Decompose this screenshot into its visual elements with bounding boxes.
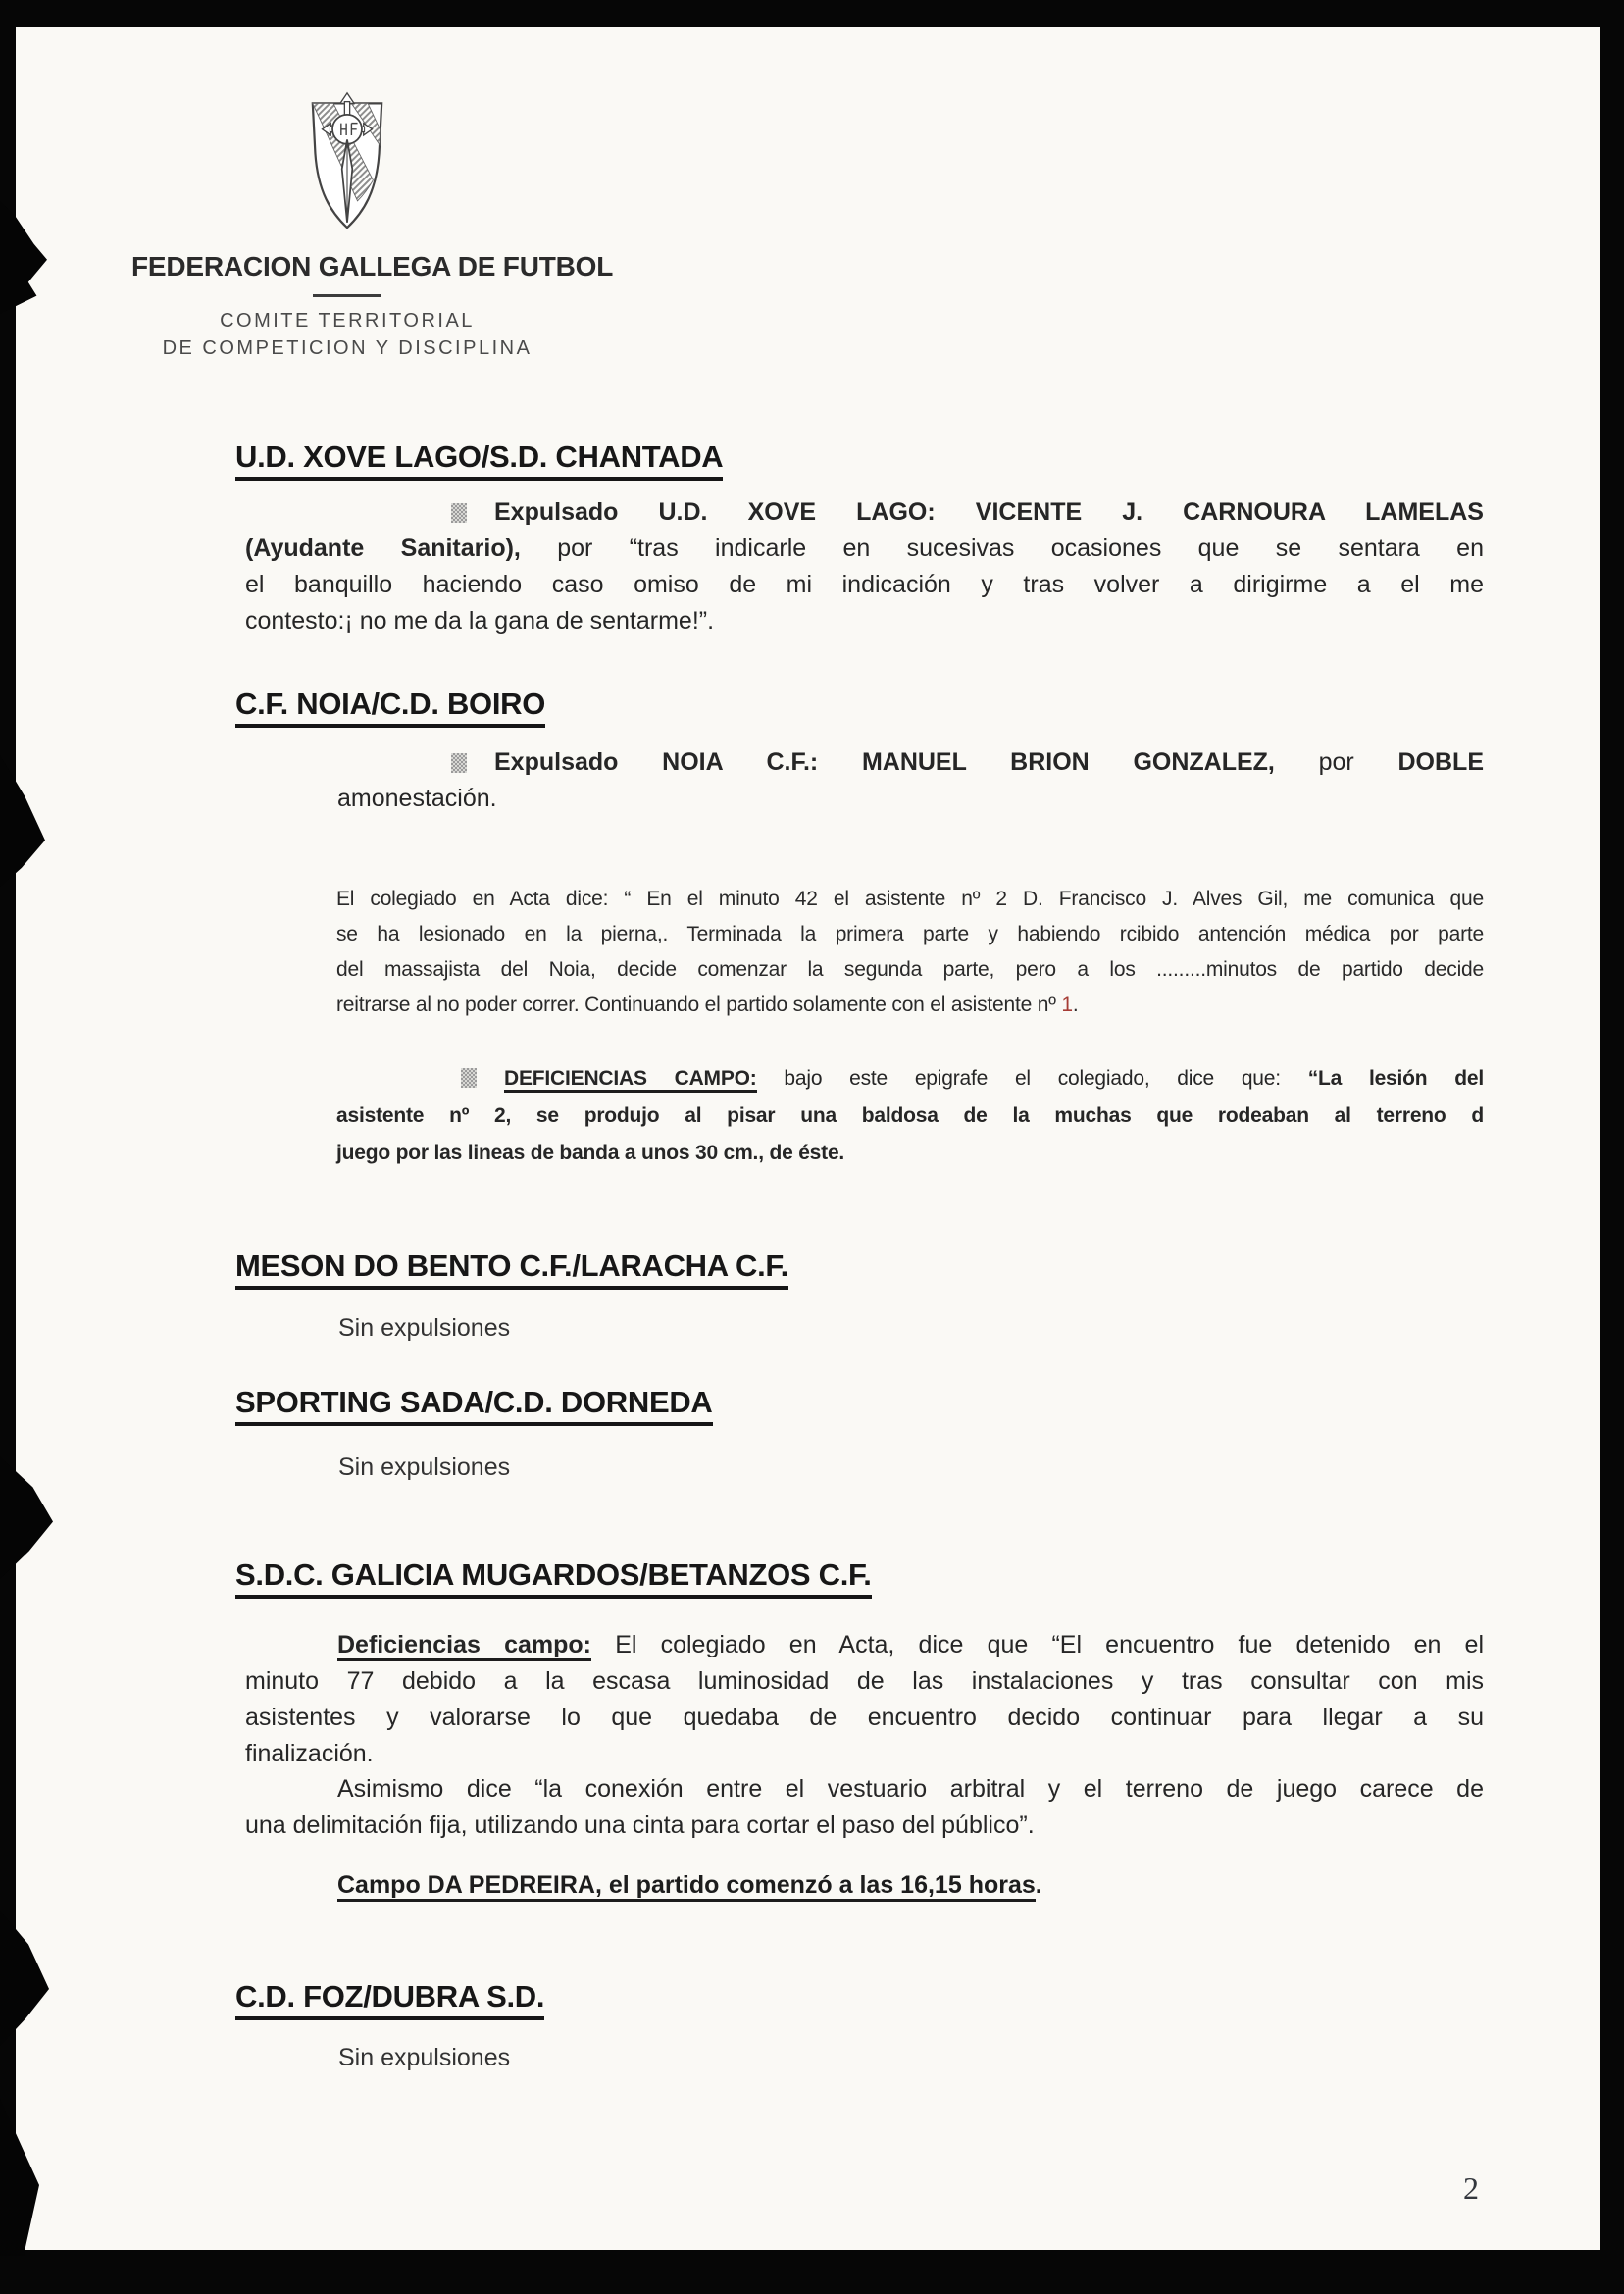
no-expulsions-note: Sin expulsiones — [338, 1314, 511, 1342]
report-line: Asimismo dice “la conexión entre el vestuario arbitral y el terreno de juego carece de — [337, 1775, 1484, 1803]
field-start-time-note — [337, 1871, 1042, 1900]
report-line: juego por las lineas de banda a unos 30 cm., de éste. — [336, 1142, 845, 1164]
expulsion-role-bold: (Ayudante Sanitario), — [245, 535, 521, 562]
square-bullet-icon — [451, 753, 467, 773]
report-line: el banquillo haciendo caso omiso de mi indicación y tras volver a dirigirme a el me — [245, 571, 1484, 598]
period: . — [1035, 1871, 1042, 1899]
page-paper — [14, 27, 1600, 2250]
report-text: . — [1072, 994, 1079, 1016]
report-line: minuto 77 debido a la escasa luminosidad de las instalaciones y tras consultar con mis — [245, 1667, 1484, 1695]
committee-line-2: DE COMPETICION Y DISCIPLINA — [162, 337, 533, 359]
match-title: SPORTING SADA/C.D. DORNEDA — [235, 1385, 713, 1426]
match-title: S.D.C. GALICIA MUGARDOS/BETANZOS C.F. — [235, 1557, 872, 1599]
quote-bold: “La lesión del — [1307, 1067, 1484, 1090]
report-line — [337, 744, 1484, 781]
report-line: del massajista del Noia, decide comenzar la segunda parte, pero a los .........minutos de partido decide — [336, 958, 1484, 981]
field-start-time-underlined: Campo DA PEDREIRA, el partido comenzó a las 16,15 horas — [337, 1871, 1036, 1902]
committee-line-1: COMITE TERRITORIAL — [220, 310, 475, 331]
no-expulsions-note: Sin expulsiones — [338, 2044, 511, 2071]
report-text: por “tras indicarle en sucesivas ocasiones que se sentara en — [557, 535, 1484, 562]
report-line: El colegiado en Acta dice: “ En el minuto 42 el asistente nº 2 D. Francisco J. Alves Gil, me comunica que — [336, 888, 1484, 910]
deficiencies-label: Deficiencias campo: — [337, 1631, 591, 1661]
report-line — [336, 988, 1484, 1023]
section-heading-foz-dubra — [235, 1979, 544, 2020]
paragraph-mugardos-asimismo — [245, 1771, 1484, 1844]
report-line: asistentes y valorarse lo que quedaba de encuentro decido continuar para llegar a su — [245, 1704, 1484, 1731]
expulsion-text-bold: Expulsado U.D. XOVE LAGO: VICENTE J. CARNOURA LAMELAS — [494, 498, 1484, 526]
match-title: C.F. NOIA/C.D. BOIRO — [235, 687, 545, 728]
match-title: U.D. XOVE LAGO/S.D. CHANTADA — [235, 439, 723, 481]
report-line — [336, 1060, 1484, 1097]
square-bullet-icon — [451, 503, 467, 523]
report-line — [245, 531, 1484, 567]
match-title: C.D. FOZ/DUBRA S.D. — [235, 1979, 544, 2020]
paragraph-field-deficiencies — [336, 1060, 1484, 1172]
expulsion-text-bold: Expulsado NOIA C.F.: MANUEL BRION GONZALEZ, — [494, 748, 1275, 776]
paragraph-referee-report — [336, 882, 1484, 1023]
report-line: una delimitación fija, utilizando una cinta para cortar el paso del público”. — [245, 1811, 1035, 1839]
deficiencies-label: DEFICIENCIAS CAMPO: — [504, 1067, 757, 1093]
paragraph-noia-expulsion — [337, 744, 1484, 817]
page-number: 2 — [1463, 2170, 1479, 2206]
report-line: se ha lesionado en la pierna,. Terminada la primera parte y habiendo rcibido antención médica por parte — [336, 923, 1484, 945]
scan-border-right — [1600, 0, 1624, 2294]
report-line: asistente nº 2, se produjo al pisar una baldosa de la muchas que rodeaban al terreno d — [336, 1104, 1484, 1127]
letterhead — [131, 90, 614, 362]
report-line — [245, 1627, 1484, 1663]
report-line: contesto:¡ no me da la gana de sentarme!”. — [245, 607, 715, 635]
report-text: bajo este epigrafe el colegiado, dice que: — [784, 1067, 1281, 1090]
expulsion-reason-bold: DOBLE — [1397, 748, 1484, 776]
scan-border-bottom — [0, 2250, 1624, 2294]
report-text: por — [1318, 748, 1354, 776]
section-heading-meson-laracha — [235, 1249, 788, 1290]
no-expulsions-note: Sin expulsiones — [338, 1453, 511, 1481]
paragraph-mugardos-deficiencies — [245, 1627, 1484, 1772]
federation-crest-icon — [304, 90, 390, 237]
paragraph-xove-expulsion — [245, 494, 1484, 639]
assistant-number: 1 — [1061, 994, 1073, 1016]
section-heading-mugardos-betanzos — [235, 1557, 872, 1599]
report-line: finalización. — [245, 1740, 374, 1767]
report-line: amonestación. — [337, 785, 497, 812]
match-title: MESON DO BENTO C.F./LARACHA C.F. — [235, 1249, 788, 1290]
section-heading-noia-boiro — [235, 687, 545, 728]
scan-border-top — [0, 0, 1624, 27]
report-text: El colegiado en Acta, dice que “El encuentro fue detenido en el — [615, 1631, 1485, 1658]
section-heading-xove-chantada — [235, 439, 723, 481]
organization-name: FEDERACION GALLEGA DE FUTBOL — [131, 251, 614, 281]
report-text: reitrarse al no poder correr. Continuando el partido solamente con el asistente nº — [336, 994, 1062, 1016]
report-line — [245, 494, 1484, 531]
square-bullet-icon — [461, 1068, 477, 1088]
letterhead-divider — [313, 294, 381, 297]
section-heading-sada-dorneda — [235, 1385, 713, 1426]
